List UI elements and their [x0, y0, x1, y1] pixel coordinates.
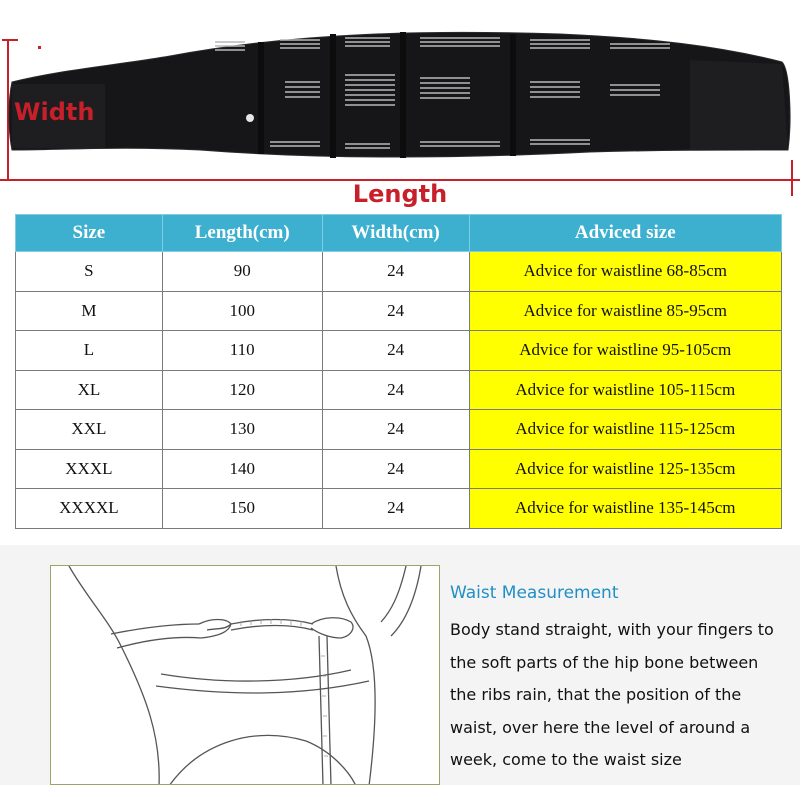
table-row — [16, 449, 782, 489]
instruction-line: week, come to the waist size — [450, 750, 682, 769]
header-size: Size — [16, 215, 163, 252]
cell-size: L — [16, 331, 163, 371]
cell-advice: Advice for waistline 115-125cm — [469, 410, 782, 450]
cell-length: 150 — [162, 489, 322, 529]
cell-advice: Advice for waistline 68-85cm — [469, 252, 782, 292]
cell-advice: Advice for waistline 135-145cm — [469, 489, 782, 529]
header-width: Width(cm) — [322, 215, 469, 252]
cell-size: XXXL — [16, 449, 163, 489]
instruction-line: waist, over here the level of around a — [450, 717, 751, 737]
table-row — [16, 489, 782, 529]
table-row — [16, 370, 782, 410]
cell-advice: Advice for waistline 95-105cm — [469, 331, 782, 371]
cell-size: XL — [16, 370, 163, 410]
table-row — [16, 252, 782, 292]
cell-width: 24 — [322, 291, 469, 331]
cell-length: 90 — [162, 252, 322, 292]
cell-advice: Advice for waistline 105-115cm — [469, 370, 782, 410]
cell-size: M — [16, 291, 163, 331]
header-length: Length(cm) — [162, 215, 322, 252]
cell-length: 130 — [162, 410, 322, 450]
table-header-row — [16, 215, 782, 252]
cell-size: XXXXL — [16, 489, 163, 529]
length-label: Length — [352, 180, 448, 208]
width-label: Width — [14, 98, 95, 126]
header-advice: Adviced size — [469, 215, 782, 252]
cell-size: XXL — [16, 410, 163, 450]
cell-length: 120 — [162, 370, 322, 410]
cell-advice: Advice for waistline 125-135cm — [469, 449, 782, 489]
waist-measurement-title: Waist Measurement — [450, 583, 619, 603]
instruction-line: the ribs rain, that the position of the — [450, 685, 742, 704]
cell-width: 24 — [322, 449, 469, 489]
waist-measurement-instructions — [450, 614, 795, 777]
cell-width: 24 — [322, 331, 469, 371]
cell-advice: Advice for waistline 85-95cm — [469, 291, 782, 331]
product-photo-area — [0, 0, 800, 210]
instruction-line: Body stand straight, with your fingers to — [450, 620, 774, 639]
cell-width: 24 — [322, 489, 469, 529]
waist-measurement-illustration — [50, 565, 440, 785]
table-row — [16, 410, 782, 450]
cell-length: 100 — [162, 291, 322, 331]
size-chart-table — [15, 214, 782, 529]
waist-belt-image — [0, 0, 800, 210]
table-row — [16, 331, 782, 371]
cell-width: 24 — [322, 410, 469, 450]
cell-width: 24 — [322, 252, 469, 292]
body-outline-drawing — [51, 566, 440, 785]
cell-length: 110 — [162, 331, 322, 371]
cell-length: 140 — [162, 449, 322, 489]
table-row — [16, 291, 782, 331]
cell-width: 24 — [322, 370, 469, 410]
cell-size: S — [16, 252, 163, 292]
instruction-line: the soft parts of the hip bone between — [450, 652, 759, 672]
